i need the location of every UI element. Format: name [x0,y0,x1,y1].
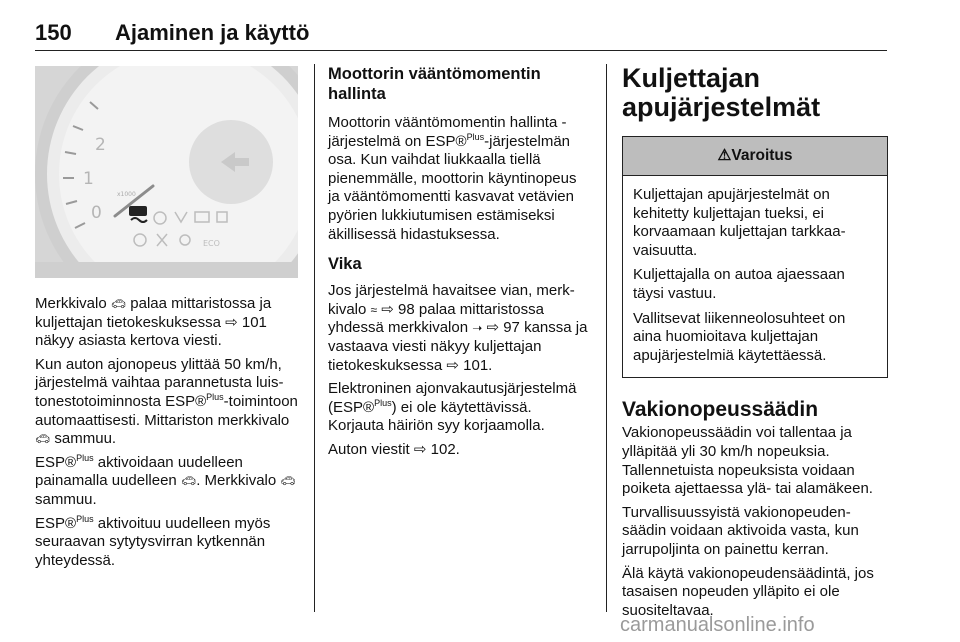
traction-control-off-icon: 🚗︎ [110,297,127,311]
column-divider-1 [314,64,315,612]
traction-control-off-icon: 🚗︎ [180,474,197,489]
chapter-heading: Kuljettajan apujärjestelmät [622,63,821,122]
cross-reference-arrow: ⇨ [446,356,459,374]
page-header [35,18,887,50]
column-divider-2 [606,64,607,612]
paragraph: Kun auton ajonopeus ylittää 50 km/h, järjestelmä vaihtaa parannetusta luistonestotoiminnosta ESP®$^{Plus}$-toimintoon automaattisesti. Mittariston merkkivalo 🚗︎ sammuu. [35,355,298,448]
paragraph: Vallitsevat liikenneolosuhteet on aina huomioitava kuljettajan apujärjestelmiä käytettäessä. [633,309,846,364]
warning-triangle-icon: ⚠ [717,147,732,164]
header-divider [35,50,887,51]
page-title: Ajaminen ja käyttö [115,20,310,45]
gauge-label-2: 2 [95,135,106,155]
brake-warning-icon: ➝ [472,321,483,336]
warning-header [623,137,887,176]
paragraph: Vakionopeussäädin voi tallentaa ja ylläpitää yli 30 km/h nopeuksia. Tallennetuista nopeuksista voidaan poiketa ajettaessa ylä- tai alamäkeen. [622,424,873,498]
cross-reference-arrow: ⇨ [381,300,394,318]
watermark: carmanualsonline.info [620,614,815,636]
paragraph: Älä käytä vakionopeudensäädintä, jos tasaisen nopeuden ylläpito ei ole suositeltavaa. [622,564,874,619]
paragraph: Moottorin vääntömomentin hallinta -järjestelmä on ESP®$^{Plus}$-järjestelmän osa. Kun vaihdat liukkaalla tiellä pienemmälle, moottorin käyntinopeus ja vääntömomentti kasvavat vetävien pyörien lukkiutumisen estämiseksi äkillisessä hidastuksessa. [328,114,577,243]
section-heading: Vakionopeussäädin [622,398,819,422]
warning-box [622,136,888,378]
paragraph: Kuljettajan apujärjestelmät on kehitetty kuljettajan tueksi, ei korvaamaan kuljettajan tarkkaavaisuutta. [633,186,846,259]
traction-control-off-icon: 🚗︎ [35,432,51,447]
paragraph: Kuljettajalla on autoa ajaessaan täysi vastuu. [633,266,845,302]
column-1 [35,64,301,575]
gauge-rpm-label: x1000 [117,191,136,198]
paragraph: Elektroninen ajonvakautusjärjestelmä (ESP®$^{Plus}$) ei ole käytettävissä. Korjauta häiriön syy korjaamolla. [328,380,577,435]
traction-control-off-icon: 🚗︎ [280,474,296,489]
gauge-label-1: 1 [83,169,94,189]
column-2 [328,64,590,465]
instrument-cluster-photo [35,66,298,278]
paragraph: Auton viestit ⇨ 102. [328,440,460,458]
section-heading: Vika [328,255,362,274]
paragraph: ESP®$^{Plus}$ aktivoituu uudelleen myös seuraavan sytytysvirran kytkennän yhteydessä. [35,513,271,569]
cross-reference-arrow: ⇨ [413,440,427,458]
esp-warning-icon: ≈ [370,302,378,317]
gauge-label-0: 0 [91,203,102,223]
paragraph: Turvallisuussyistä vakionopeudensäädin voidaan aktivoida vasta, kun jarrupoljinta on painettu kerran. [622,503,859,558]
paragraph: Jos järjestelmä havaitsee vian, merkkivalo ≈ ⇨ 98 palaa mittaristossa yhdessä merkkivalon ➝ ⇨ 97 kanssa ja vastaava viesti näkyy kuljettajan tietokeskuksessa ⇨ 101. [328,282,588,374]
warning-title: Varoitus [731,147,793,164]
column-3 [622,64,888,625]
warning-body [623,176,887,377]
paragraph: ESP®$^{Plus}$ aktivoidaan uudelleen painamalla uudelleen 🚗︎. Merkkivalo 🚗︎ sammuu. [35,452,296,508]
cross-reference-arrow: ⇨ [225,313,238,331]
section-heading: Moottorin vääntömomentin hallinta [328,65,541,103]
page-number: 150 [35,20,72,45]
paragraph: Merkkivalo 🚗︎ palaa mittaristossa ja kuljettajan tietokeskuksessa ⇨ 101 näkyy asiasta kertova viesti. [35,295,272,350]
gauge-eco-label: ECO [203,239,220,248]
cross-reference-arrow: ⇨ [486,319,500,337]
